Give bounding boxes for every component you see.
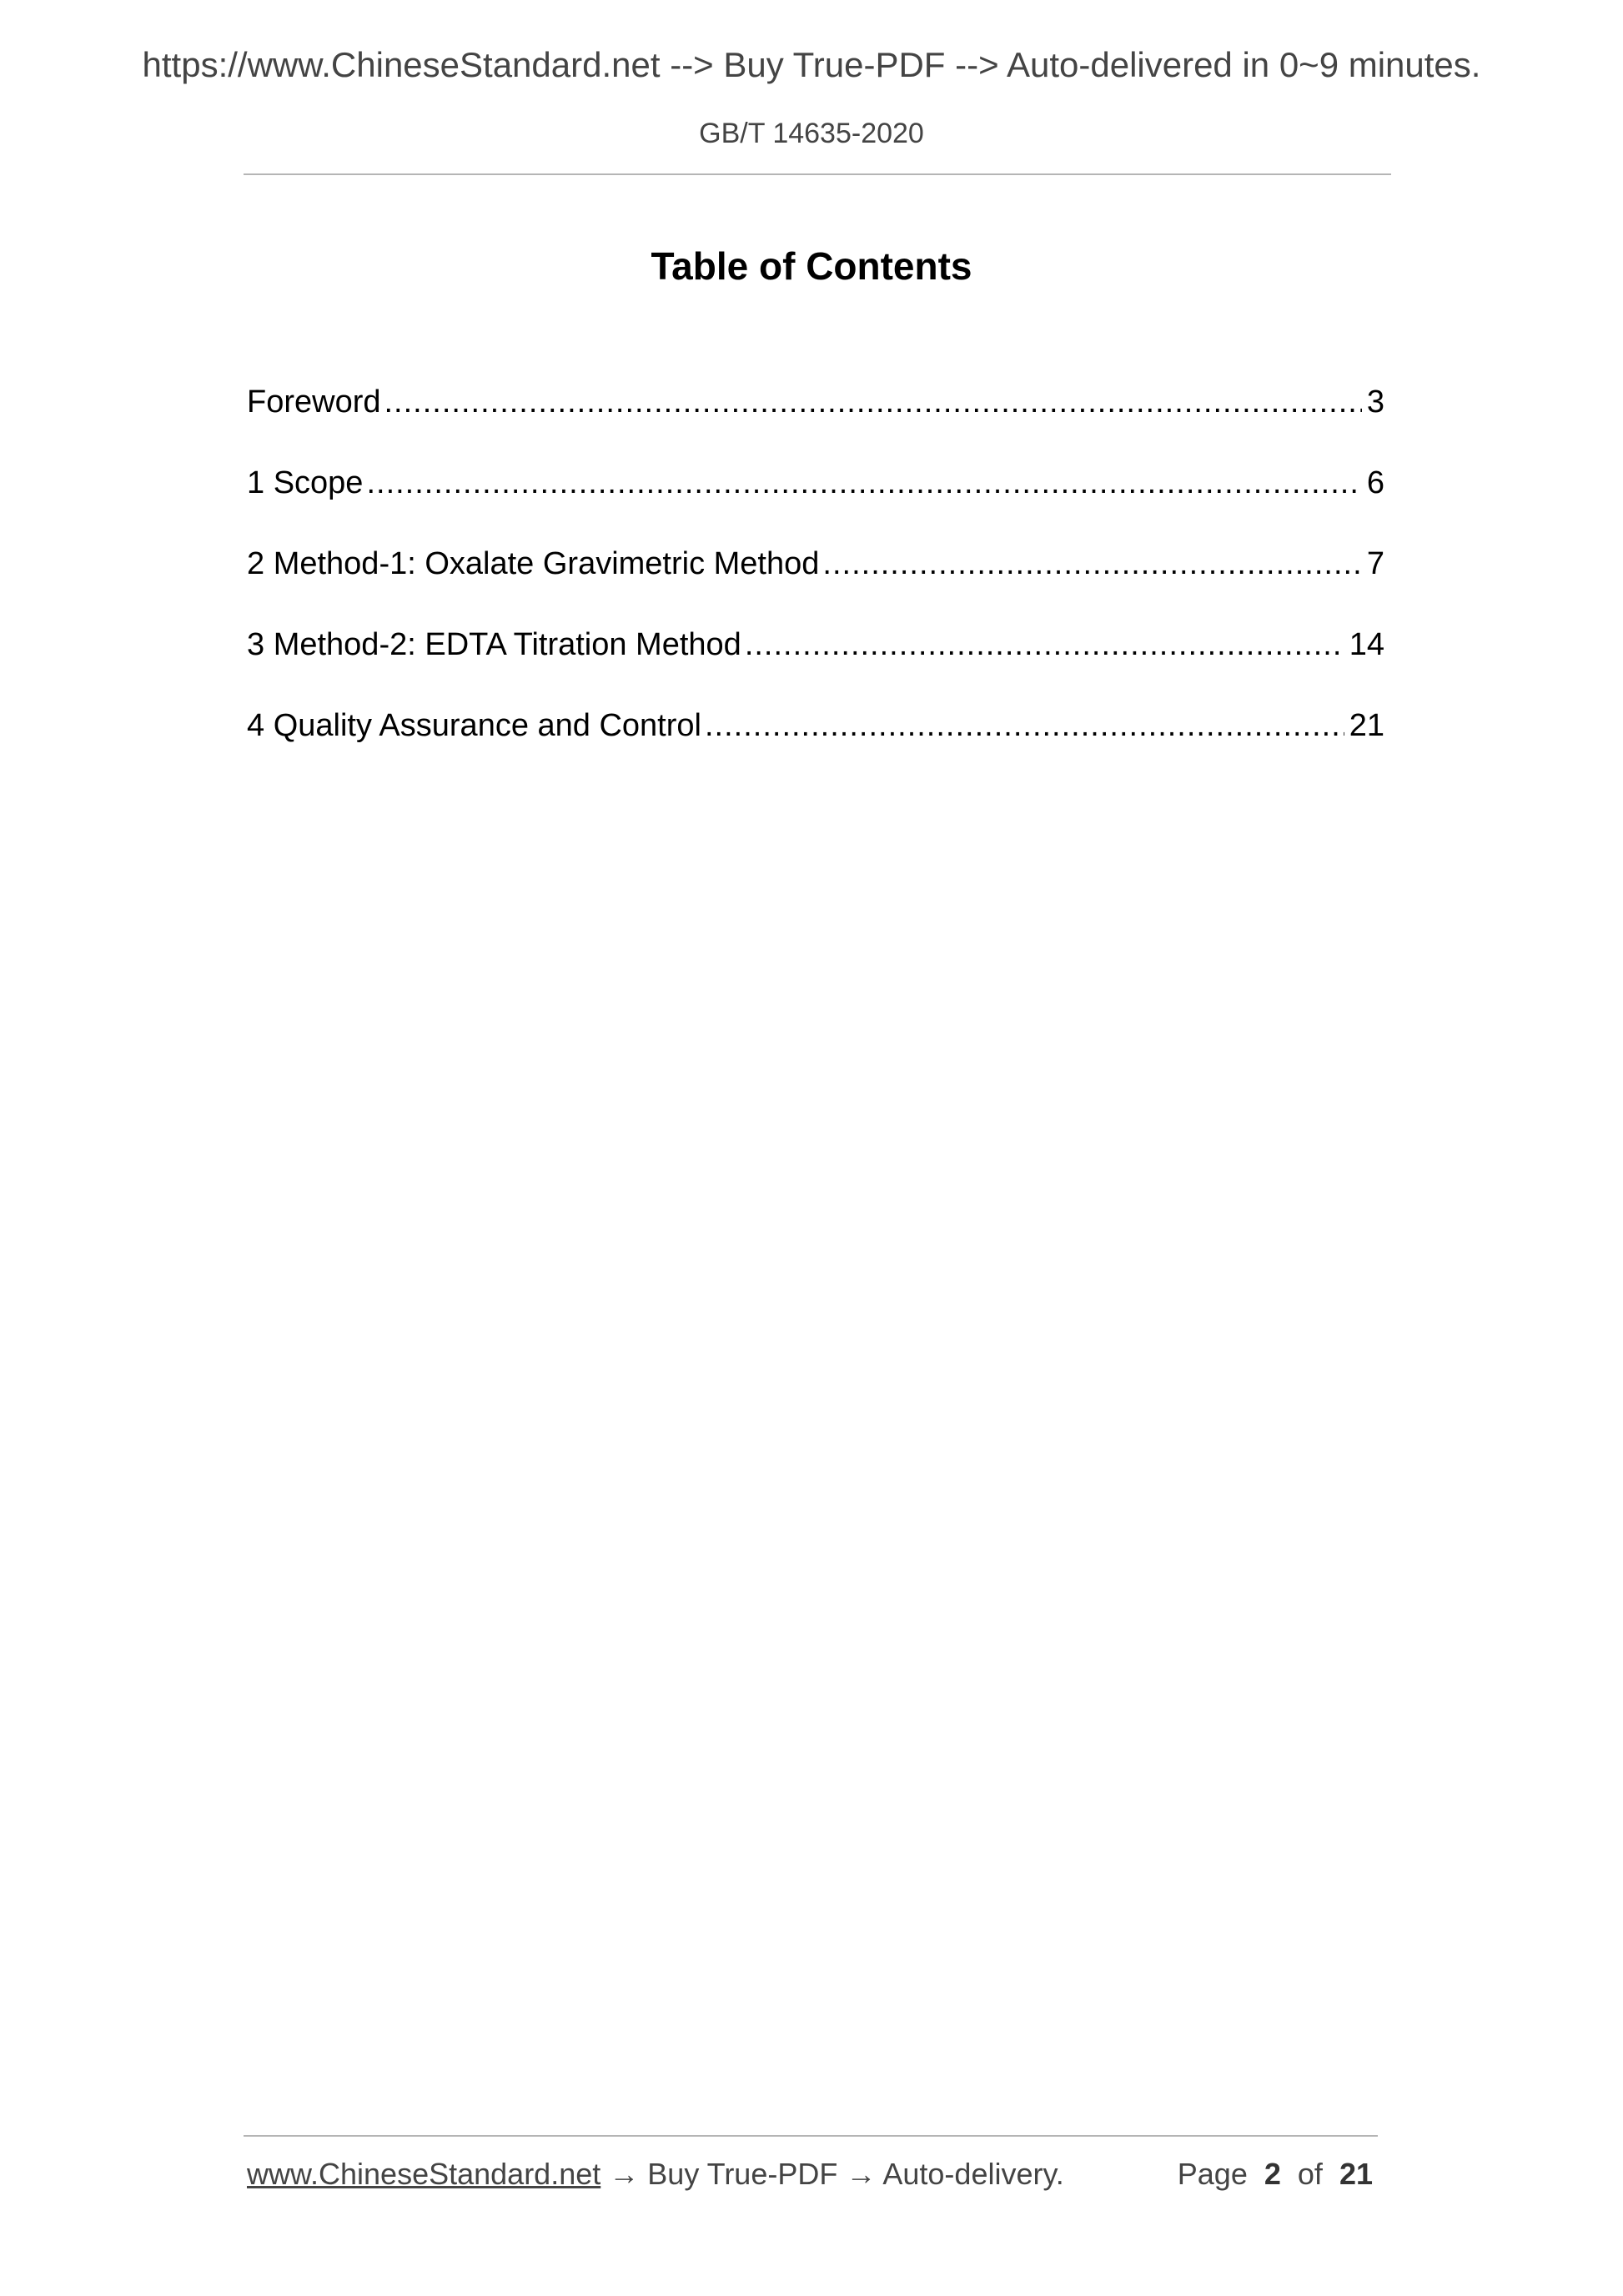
page-total: 21 — [1339, 2157, 1373, 2191]
toc-dot-leader — [705, 704, 1344, 747]
toc-list — [247, 380, 1384, 785]
toc-entry-quality-assurance[interactable] — [247, 704, 1384, 785]
footer-buy-text: Buy True-PDF — [647, 2157, 838, 2191]
page-indicator — [1178, 2157, 1373, 2192]
toc-entry-label: 1 Scope — [247, 465, 364, 500]
toc-title: Table of Contents — [651, 244, 972, 288]
toc-entry-page: 21 — [1349, 708, 1384, 743]
toc-dot-leader — [822, 542, 1361, 585]
page-number: 2 — [1264, 2157, 1281, 2191]
toc-entry-page: 3 — [1366, 384, 1384, 420]
toc-dot-leader — [745, 623, 1344, 666]
toc-entry-label: 4 Quality Assurance and Control — [247, 708, 701, 743]
page-label: Page — [1177, 2157, 1248, 2191]
site-link[interactable]: www.ChineseStandard.net — [247, 2157, 601, 2191]
of-label: of — [1297, 2157, 1323, 2191]
toc-entry-method-1[interactable] — [247, 542, 1384, 623]
toc-dot-leader — [384, 380, 1362, 424]
toc-entry-label: 3 Method-2: EDTA Titration Method — [247, 627, 741, 662]
toc-entry-label: Foreword — [247, 384, 381, 420]
toc-entry-label: 2 Method-1: Oxalate Gravimetric Method — [247, 546, 820, 581]
toc-entry-scope[interactable] — [247, 461, 1384, 542]
toc-entry-page: 14 — [1349, 627, 1384, 662]
toc-entry-method-2[interactable] — [247, 623, 1384, 704]
toc-entry-foreword[interactable] — [247, 380, 1384, 461]
toc-entry-page: 7 — [1366, 546, 1384, 581]
header-divider — [244, 173, 1391, 175]
toc-entry-page: 6 — [1366, 465, 1384, 500]
footer-divider — [244, 2135, 1378, 2137]
document-code: GB/T 14635-2020 — [699, 118, 924, 149]
arrow-right-icon: → — [846, 2157, 877, 2191]
arrow-right-icon: → — [609, 2157, 640, 2191]
footer-delivery-text: Auto-delivery. — [882, 2157, 1064, 2191]
toc-dot-leader — [366, 461, 1361, 505]
footer-promo — [247, 2157, 1064, 2192]
top-banner[interactable]: https://www.ChineseStandard.net --> Buy True-PDF --> Auto-delivered in 0~9 minutes. — [142, 45, 1481, 84]
